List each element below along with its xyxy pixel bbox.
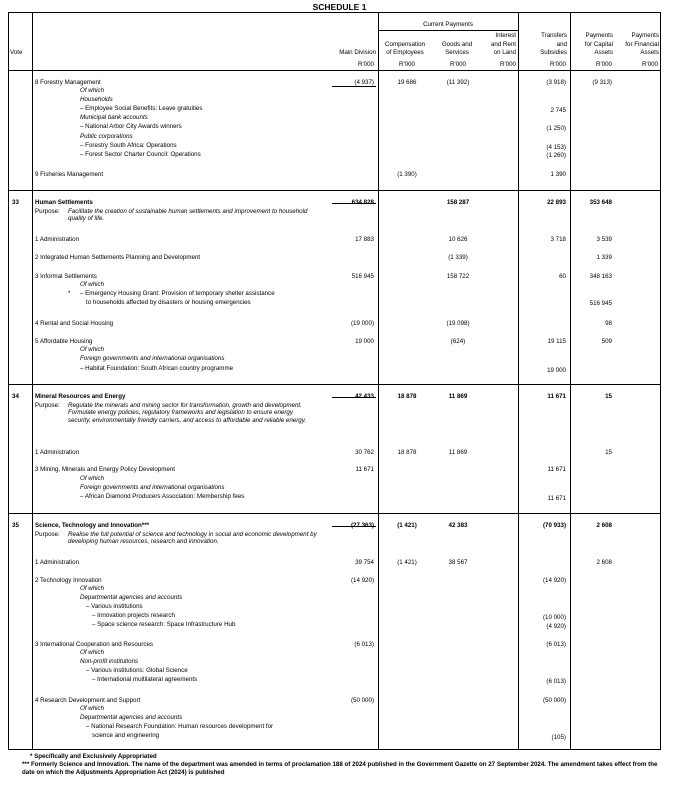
vote-main: 634 828 [351, 199, 374, 206]
programme-row: 4 Rental and Social Housing [35, 320, 114, 327]
cell: 38 567 [448, 559, 468, 566]
forestry-capital: (9 313) [592, 79, 612, 86]
cell: 39 754 [355, 559, 374, 566]
cell: (19 000) [350, 320, 374, 327]
line-item: – African Diamond Producers Association: Membership fees [80, 493, 245, 500]
cell: (19 098) [446, 320, 470, 327]
purpose-text: Facilitate the creation of sustainable human settlements and improvement to household quality of life. [68, 208, 308, 223]
cell: (624) [450, 338, 466, 345]
vote-title: Mineral Resources and Energy [35, 393, 126, 400]
line-item: – National Arbor City Awards winners [80, 123, 182, 130]
vote-comp: 18 878 [397, 393, 417, 400]
line-item-value: (105) [551, 734, 566, 741]
schedule-title: SCHEDULE 1 [312, 2, 367, 12]
cell: (14 920) [350, 577, 374, 584]
unit-financial: R'000 [642, 61, 658, 68]
unit-main: R'000 [358, 61, 374, 68]
forestry-main: (4 937) [354, 79, 374, 86]
header-financial-2: for Financial [625, 41, 659, 48]
line-item: – Space science research: Space Infrastructure Hub [92, 621, 236, 628]
section-rule [8, 190, 661, 191]
forestry-comp: 19 686 [397, 79, 417, 86]
line-item: science and engineering [92, 732, 160, 739]
header-interest-1: Interest [495, 32, 516, 39]
forestry-goods: (11 392) [446, 79, 470, 86]
category-label: Departmental agencies and accounts [80, 714, 183, 721]
line-item-value: (1 250) [546, 125, 566, 132]
cell: (6 013) [354, 641, 374, 648]
line-item-value: (4 920) [546, 623, 566, 630]
vote-number: 33 [12, 199, 19, 206]
forestry-transfers: (3 918) [546, 79, 566, 86]
programme-forestry: 8 Forestry Management [35, 79, 101, 86]
vote-capital: 15 [605, 393, 612, 400]
section-rule [8, 513, 661, 514]
header-interest-2: and Rent [490, 41, 516, 48]
unit-transfers: R'000 [550, 61, 566, 68]
cell: (50 000) [350, 697, 374, 704]
header-vote: Vote [10, 49, 23, 56]
programme-row: 1 Administration [35, 236, 80, 243]
category-label: Non-profit institutions [80, 658, 139, 665]
line-item-value: (1 260) [546, 152, 566, 159]
current-payments-rule [378, 30, 518, 31]
specific-marker: * [68, 290, 71, 297]
header-comp-2: of Employees [386, 49, 424, 56]
cell: 18 878 [397, 449, 417, 456]
cell: 11 671 [547, 466, 566, 473]
cell: 11 869 [448, 449, 468, 456]
header-transfers-1: Transfers [541, 32, 567, 39]
cell: 516 945 [351, 273, 374, 280]
header-capital-1: Payments [585, 32, 613, 39]
fisheries-transfers: 1 390 [550, 171, 566, 178]
cell: 17 883 [355, 236, 374, 243]
programme-row: 3 Mining, Minerals and Energy Policy Development [35, 466, 175, 473]
vote-main: (27 363) [350, 522, 374, 529]
cell: (1 421) [397, 559, 417, 566]
vote-main: 42 433 [355, 393, 374, 400]
vote-title: Science, Technology and Innovation*** [35, 522, 150, 529]
unit-capital: R'000 [596, 61, 612, 68]
unit-comp: R'000 [399, 61, 415, 68]
line-item-value: (6 013) [546, 678, 566, 685]
line-item-value: (4 153) [546, 144, 566, 151]
cell: 15 [605, 449, 612, 456]
unit-interest: R'000 [500, 61, 516, 68]
vote-transfers: 11 671 [547, 393, 566, 400]
cell: (1 339) [448, 254, 468, 261]
vote-title: Human Settlements [35, 199, 93, 206]
line-item: to households affected by disasters or housing emergencies [86, 299, 251, 306]
cell: 98 [605, 320, 612, 327]
of-which-label: Of which [80, 585, 105, 592]
line-item: – Innovation projects research [92, 612, 175, 619]
header-financial-1: Payments [631, 32, 659, 39]
header-current-payments: Current Payments [423, 21, 473, 28]
vote-number: 34 [12, 393, 19, 400]
vote-goods: 158 287 [446, 199, 470, 206]
footnote-renamed: *** Formerly Science and Innovation. The name of the department was amended in terms of proclamation 188 of 2024 published in the Government Gazette on 27 September 2024. The amendment takes effect from the date on which the Adjustments Appropriation Act (2024) is published [22, 761, 658, 776]
header-rule [8, 70, 661, 71]
cell: 158 722 [446, 273, 470, 280]
header-main-division: Main Division [339, 49, 376, 56]
programme-row: 2 Technology Innovation [35, 577, 102, 584]
programme-row: 2 Integrated Human Settlements Planning and Development [35, 254, 201, 261]
vote-comp: (1 421) [397, 522, 417, 529]
footnote-specific: * Specifically and Exclusively Appropriated [30, 753, 157, 760]
vote-transfers: 22 893 [547, 199, 566, 206]
purpose-label: Purpose: [35, 208, 60, 215]
of-which-label: Of which [80, 281, 105, 288]
line-item: – National Research Foundation: Human resources development for [86, 723, 274, 730]
line-item: – Various institutions [86, 603, 143, 610]
line-item-value: (10 000) [542, 614, 566, 621]
purpose-label: Purpose: [35, 531, 60, 538]
line-item: – Employee Social Benefits: Leave gratuities [80, 105, 203, 112]
of-which-label: Of which [80, 346, 105, 353]
cell: 30 762 [355, 449, 374, 456]
line-item: – International multilateral agreements [92, 676, 198, 683]
line-item-value: 19 000 [547, 367, 566, 374]
col-divider [378, 12, 379, 750]
vote-capital: 2 608 [596, 522, 612, 529]
purpose-text: Realise the full potential of science and technology in social and economic development by developing human resources, research and innovation. [68, 531, 317, 546]
line-item: – Emergency Housing Grant: Provision of temporary shelter assistance [80, 290, 275, 297]
header-transfers-3: Subsidies [540, 49, 567, 56]
of-which-label: Of which [80, 705, 105, 712]
programme-row: 4 Research Development and Support [35, 697, 141, 704]
line-item-value: 2 745 [550, 107, 566, 114]
cell: 3 539 [596, 236, 612, 243]
cell: (14 920) [542, 577, 566, 584]
header-interest-3: on Land [493, 49, 516, 56]
header-financial-3: Assets [640, 49, 659, 56]
cell: 509 [601, 338, 612, 345]
purpose-text: Regulate the minerals and mining sector for transformation, growth and development. Formulate energy policies, regulatory frameworks and legislation to ensure energy security, environmentally friendly carriers, and access to affordable and reliable energy. [68, 402, 307, 424]
purpose-label: Purpose: [35, 402, 60, 409]
category-label: Public corporations [80, 133, 133, 140]
line-item-value: 11 671 [547, 495, 566, 502]
programme-row: 3 International Cooperation and Resources [35, 641, 153, 648]
header-comp-1: Compensation [385, 41, 425, 48]
cell: 19 115 [547, 338, 566, 345]
programme-row: 1 Administration [35, 449, 80, 456]
category-label: Foreign governments and international organisations [80, 355, 225, 362]
cell: 1 339 [596, 254, 612, 261]
header-capital-2: for Capital [584, 41, 613, 48]
cell: (6 013) [546, 641, 566, 648]
cell: 348 163 [589, 273, 612, 280]
cell: 11 671 [355, 466, 374, 473]
unit-goods: R'000 [450, 61, 466, 68]
category-label: Municipal bank accounts [80, 114, 148, 121]
of-which-label: Of which [80, 475, 105, 482]
line-item: – Habitat Foundation: South African country programme [80, 365, 234, 372]
vote-number: 35 [12, 522, 19, 529]
of-which-label: Of which [80, 649, 105, 656]
programme-row: 1 Administration [35, 559, 80, 566]
col-divider [570, 12, 571, 750]
header-goods-2: Services [445, 49, 469, 56]
line-item: – Forestry South Africa: Operations [80, 142, 177, 149]
cell: 10 626 [448, 236, 468, 243]
header-goods-1: Goods and [441, 41, 473, 48]
vote-capital: 353 648 [589, 199, 612, 206]
cell: 60 [559, 273, 566, 280]
programme-row: 5 Affordable Housing [35, 338, 93, 345]
cell: 2 608 [596, 559, 612, 566]
programme-fisheries: 9 Fisheries Management [35, 171, 104, 178]
cell: (50 000) [542, 697, 566, 704]
header-transfers-2: and [556, 41, 567, 48]
col-divider [518, 12, 519, 750]
section-rule [8, 384, 661, 385]
category-label: Foreign governments and international organisations [80, 484, 225, 491]
line-item: – Forest Sector Charter Council: Operations [80, 151, 201, 158]
category-label: Departmental agencies and accounts [80, 594, 183, 601]
line-item: – Various institutions: Global Science [86, 667, 188, 674]
header-capital-3: Assets [594, 49, 613, 56]
line-item-value: 516 945 [589, 300, 612, 307]
vote-goods: 11 869 [448, 393, 468, 400]
vote-transfers: (70 933) [542, 522, 566, 529]
fisheries-comp: (1 390) [397, 171, 417, 178]
of-which-label: Of which [80, 87, 105, 94]
cell: 19 000 [355, 338, 374, 345]
category-label: Households [80, 96, 113, 103]
programme-row: 3 Informal Settlements [35, 273, 97, 280]
col-divider [32, 12, 33, 750]
cell: 3 718 [550, 236, 566, 243]
vote-goods: 42 383 [448, 522, 468, 529]
